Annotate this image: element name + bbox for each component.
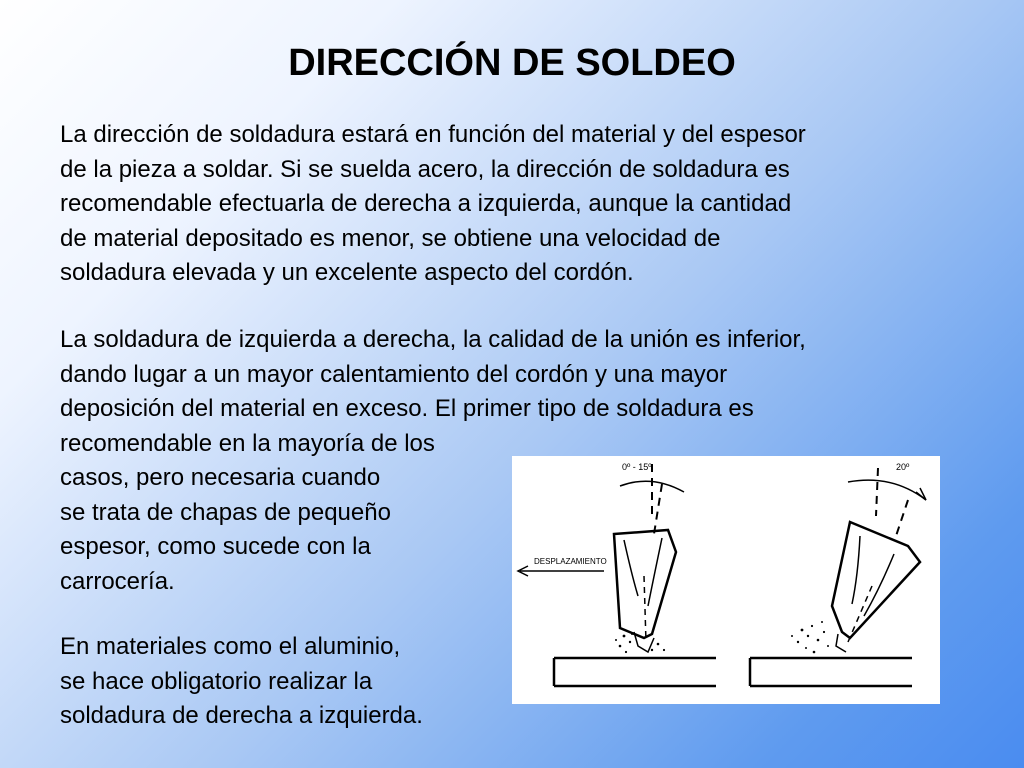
paragraph-aluminium — [60, 630, 500, 734]
text-line: se hace obligatorio realizar la — [60, 667, 373, 695]
workpiece-plates — [554, 658, 912, 686]
welding-direction-figure — [512, 456, 940, 704]
text-line: soldadura elevada y un excelente aspecto del cordón. — [60, 259, 634, 286]
text-line: carrocería. — [60, 567, 175, 595]
text-line: recomendable efectuarla de derecha a izquierda, aunque la cantidad — [60, 190, 792, 217]
text-line: recomendable en la mayoría de los — [60, 429, 435, 457]
slide-title: DIRECCIÓN DE SOLDEO — [288, 42, 736, 84]
text-line: dando lugar a un mayor calentamiento del cordón y una mayor — [60, 360, 728, 388]
text-line: soldadura de derecha a izquierda. — [60, 702, 423, 729]
spatter-right — [791, 621, 829, 653]
text-line: de material depositado es menor, se obtiene una velocidad de — [60, 224, 721, 252]
text-line: La soldadura de izquierda a derecha, la calidad de la unión es inferior, — [60, 326, 806, 353]
text-line: La dirección de soldadura estará en función del material y del espesor — [60, 121, 806, 148]
paragraph-direction-intro — [60, 118, 960, 291]
torch-right — [832, 468, 926, 652]
angle-label-left: 0º - 15º — [622, 462, 652, 472]
text-line: deposición del material en exceso. El primer tipo de soldadura es — [60, 395, 754, 422]
text-line: casos, pero necesaria cuando — [60, 464, 381, 491]
torch-left — [614, 464, 684, 652]
displacement-arrow-icon — [518, 566, 604, 576]
text-line: se trata de chapas de pequeño — [60, 498, 391, 526]
text-line: espesor, como sucede con la — [60, 533, 371, 560]
welding-diagram — [512, 456, 940, 704]
displacement-label: DESPLAZAMIENTO — [534, 557, 607, 566]
text-line: de la pieza a soldar. Si se suelda acero, la dirección de soldadura es — [60, 155, 790, 183]
angle-label-right: 20º — [896, 462, 910, 472]
text-line: En materiales como el aluminio, — [60, 633, 401, 660]
